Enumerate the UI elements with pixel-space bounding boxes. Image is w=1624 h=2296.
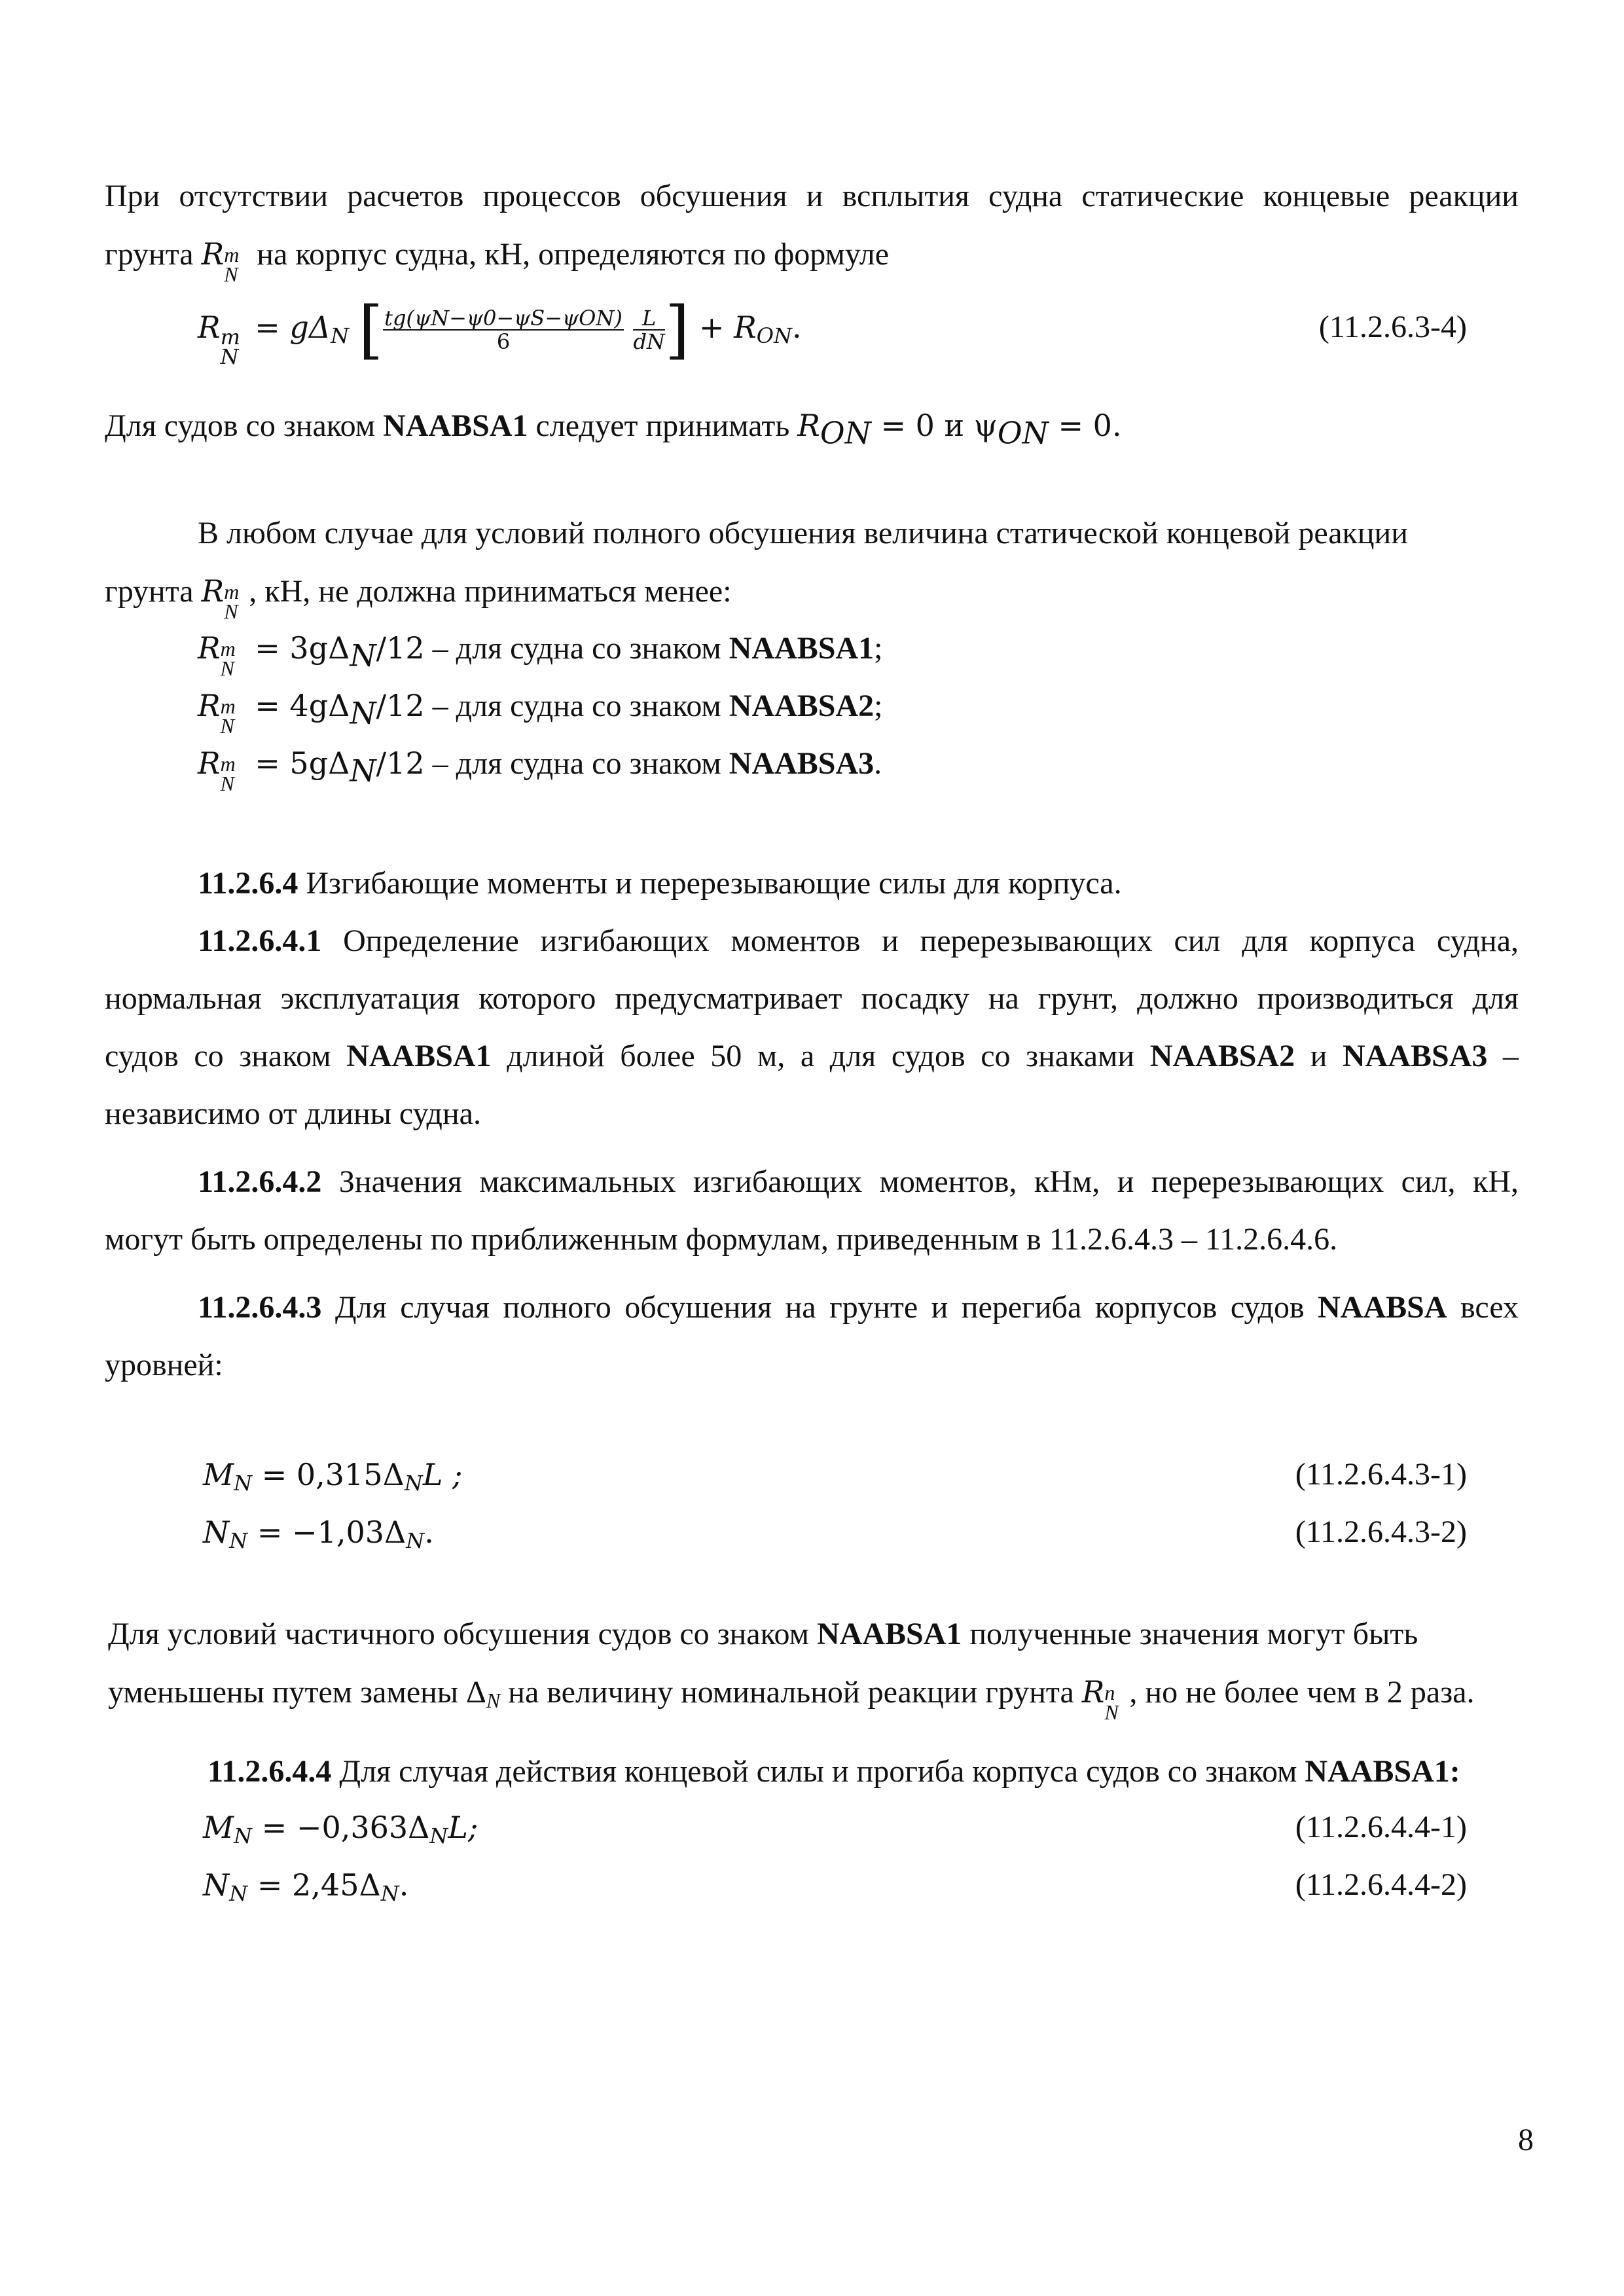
section-11-2-6-4-1-line3: судов со знаком NAABSA1 длиной более 50 м, а для судов со знаками NAABSA2 и NAABSA3 –	[105, 1039, 1519, 1073]
section-11-2-6-4-2-line2: могут быть определены по приближенным формулам, приведенным в 11.2.6.4.3 – 11.2.6.4.6.	[105, 1222, 1338, 1257]
section-11-2-6-4-3-line2: уровней:	[105, 1348, 223, 1382]
equation-number: (11.2.6.4.4-1)	[1295, 1810, 1467, 1844]
equation-number: (11.2.6.3-4)	[1318, 310, 1467, 344]
minimum-naabsa1: R m N = $3g\Delta_N/12$ – для судна со знаком NAABSA1;	[198, 630, 883, 680]
equation-number: (11.2.6.4.4-2)	[1295, 1867, 1467, 1902]
equation-number: (11.2.6.4.3-1)	[1295, 1457, 1467, 1492]
equation-11-2-6-4-4-1: $M_N = -0,363\Delta_NL$;	[203, 1810, 478, 1848]
para-partial-line1: Для условий частичного обсушения судов со знаком NAABSA1 полученные значения могут быть	[108, 1617, 1418, 1651]
equation-11-2-6-4-4-2: $N_N = 2,45\Delta_N$.	[203, 1867, 409, 1906]
equation-11-2-6-4-3-2: $N_N = -1,03\Delta_N$.	[203, 1515, 434, 1553]
para2: Для судов со знаком NAABSA1 следует принимать $R_{ON} = 0$ и $\psi_{ON} = 0$.	[105, 408, 1122, 451]
minimum-naabsa2: R m N = $4g\Delta_N/12$ – для судна со знаком NAABSA2;	[198, 688, 883, 738]
section-11-2-6-4-1-line4: независимо от длины судна.	[105, 1096, 481, 1131]
para1-line2: грунта R m N на корпус судна, кН, определяются по формуле	[105, 236, 890, 286]
section-11-2-6-4-3-line1: 11.2.6.4.3 Для случая полного обсушения на грунте и перегиба корпусов судов NAABSA всех	[198, 1290, 1519, 1325]
section-11-2-6-4-2-line1: 11.2.6.4.2 Значения максимальных изгибающих моментов, кНм, и перерезывающих сил, кН,	[198, 1164, 1519, 1199]
section-11-2-6-4: 11.2.6.4 Изгибающие моменты и перерезывающие силы для корпуса.	[198, 866, 1122, 901]
section-11-2-6-4-1-line2: нормальная эксплуатация которого предусматривает посадку на грунт, должно производиться для	[105, 981, 1519, 1016]
minimum-naabsa3: R m N = $5g\Delta_N/12$ – для судна со знаком NAABSA3.	[198, 745, 882, 795]
equation-number: (11.2.6.4.3-2)	[1295, 1515, 1467, 1549]
para1-line1: При отсутствии расчетов процессов обсушения и всплытия судна статические концевые реакции	[105, 179, 1519, 213]
section-11-2-6-4-1-line1: 11.2.6.4.1 Определение изгибающих моментов и перерезывающих сил для корпуса судна,	[198, 924, 1519, 958]
equation-11-2-6-4-3-1: $M_N = 0,315\Delta_NL$ ;	[203, 1457, 463, 1496]
para-partial-line2: уменьшены путем замены $\Delta_N$ на величину номинальной реакции грунта R n N , но не более чем в 2 раза.	[108, 1674, 1475, 1724]
equation-11-2-6-3-4: R m N = $g\Delta_N$ [ $\frac{\text{tg(ψN−ψ0−ψS−ψON)}}{6}$ $\frac{L}{dN}$ ] + $R_{ON}$.	[198, 293, 802, 369]
page-number: 8	[1518, 2123, 1534, 2157]
section-11-2-6-4-4-line1: 11.2.6.4.4 Для случая действия концевой силы и прогиба корпуса судов со знаком NAABSA1:	[208, 1754, 1460, 1789]
para3-line1: В любом случае для условий полного обсушения величина статической концевой реакции	[198, 516, 1408, 550]
para3-line2: грунта R m N , кН, не должна приниматься менее:	[105, 573, 732, 623]
